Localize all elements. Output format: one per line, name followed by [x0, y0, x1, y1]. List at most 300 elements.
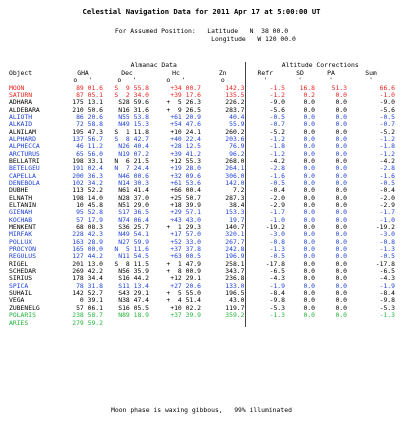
object-name-cell: ALPHARD: [9, 134, 36, 143]
hc-cell: +40 22.4: [170, 134, 201, 143]
sum-cell: -0.8: [379, 237, 395, 246]
hc-cell: +54 47.6: [170, 120, 201, 129]
refr-cell: -9.8: [245, 297, 285, 304]
object-name-cell: GIENAH: [9, 208, 33, 217]
gha-cell: 195 47.3: [72, 127, 103, 136]
refr-cell: -0.8: [245, 239, 285, 246]
degree-symbol: o: [220, 76, 225, 84]
hc-cell: +61 20.9: [170, 112, 201, 121]
hc-cell: + 9 26.5: [166, 105, 201, 114]
object-name-cell: MOON: [9, 83, 25, 92]
zn-cell: 40.4: [229, 112, 245, 121]
object-name-cell: ALKAID: [9, 120, 33, 129]
zn-cell: 135.5: [225, 90, 245, 99]
hc-cell: +37 39.9: [170, 311, 201, 320]
zn-cell: 43.0: [229, 296, 245, 305]
navigation-table: [9, 62, 395, 327]
pa-cell: 0.0: [335, 134, 347, 143]
refr-cell: -19.2: [245, 224, 285, 231]
hc-cell: + 5 55.0: [166, 289, 201, 298]
object-name-cell: POLLUX: [9, 237, 33, 246]
dec-cell: S 8 11.5: [114, 259, 149, 268]
object-name-cell: MIRFAK: [9, 230, 33, 239]
hc-cell: +39 41.2: [170, 149, 201, 158]
dec-cell: N49 15.3: [118, 120, 149, 129]
zn-cell: 242.8: [225, 245, 245, 254]
refr-cell: -17.8: [245, 261, 285, 268]
gha-cell: 87 05.1: [76, 90, 103, 99]
object-name-cell: REGULUS: [9, 252, 36, 261]
hc-cell: +34 00.7: [170, 83, 201, 92]
gha-cell: 65 56.0: [76, 149, 103, 158]
pa-cell: 0.0: [335, 149, 347, 158]
pa-column-header: PA: [327, 68, 335, 77]
sd-cell: 0.0: [303, 156, 315, 165]
sum-cell: -0.5: [379, 252, 395, 261]
dec-cell: [103, 320, 151, 327]
object-name-cell: ALIOTH: [9, 112, 33, 121]
sd-column-header: SD: [296, 68, 304, 77]
pa-cell: 0.0: [335, 105, 347, 114]
dec-cell: N16 31.6: [118, 105, 149, 114]
hc-cell: + 5 26.3: [166, 98, 201, 107]
pa-cell: 0.0: [335, 193, 347, 202]
dec-cell: N 5 11.6: [114, 245, 149, 254]
gha-cell: 78 31.8: [76, 281, 103, 290]
dec-cell: S 2 34.0: [114, 90, 149, 99]
refr-cell: -0.5: [245, 180, 285, 187]
refr-cell: -2.9: [245, 202, 285, 209]
zn-cell: 226.2: [225, 98, 245, 107]
object-name-cell: ELNATH: [9, 193, 33, 202]
refr-cell: -2.0: [245, 195, 285, 202]
sum-cell: -4.2: [379, 156, 395, 165]
pa-cell: 0.0: [335, 142, 347, 151]
minute-symbol: ': [132, 76, 137, 84]
sum-cell: [347, 320, 395, 327]
hc-cell: + 4 51.4: [166, 296, 201, 305]
hc-cell: + 1 47.9: [166, 259, 201, 268]
hc-cell: +27 20.6: [170, 281, 201, 290]
zn-cell: [201, 320, 245, 327]
sum-cell: -0.7: [379, 120, 395, 129]
zn-cell: 268.0: [225, 156, 245, 165]
pa-cell: 0.0: [335, 245, 347, 254]
object-name-cell: ARIES: [9, 318, 29, 327]
refr-cell: -2.8: [245, 165, 285, 172]
sum-cell: -19.2: [375, 223, 395, 232]
pa-cell: 0.0: [335, 303, 347, 312]
zn-cell: 55.9: [229, 120, 245, 129]
hc-cell: +39 17.6: [170, 90, 201, 99]
object-name-cell: SCHEDAR: [9, 267, 36, 276]
gha-cell: 102 34.2: [72, 178, 103, 187]
zn-cell: 306.0: [225, 171, 245, 180]
gha-cell: 165 00.0: [72, 245, 103, 254]
object-name-cell: ARCTURUS: [9, 149, 40, 158]
refr-cell: -0.5: [245, 114, 285, 121]
sd-cell: 0.0: [303, 296, 315, 305]
altitude-corrections-header: Altitude Corrections: [245, 62, 395, 70]
sum-cell: -9.0: [379, 98, 395, 107]
sd-cell: 0.0: [303, 245, 315, 254]
gha-cell: 210 50.6: [72, 105, 103, 114]
sd-cell: 0.0: [303, 112, 315, 121]
zn-cell: 203.6: [225, 134, 245, 143]
sum-cell: -1.2: [379, 134, 395, 143]
sd-cell: 0.0: [303, 303, 315, 312]
sd-cell: 0.2: [303, 90, 315, 99]
refr-cell: -1.6: [245, 173, 285, 180]
dec-cell: N51 29.0: [118, 201, 149, 209]
zn-cell: 133.0: [225, 281, 245, 290]
sd-cell: 0.0: [303, 193, 315, 202]
sd-cell: 0.0: [303, 311, 315, 320]
sum-cell: -17.8: [375, 259, 395, 268]
refr-cell: -1.0: [245, 217, 285, 224]
hc-cell: +18 39.9: [170, 201, 201, 209]
zn-cell: 153.3: [225, 208, 245, 217]
hc-cell: +25 50.7: [170, 193, 201, 202]
sd-cell: 16.8: [299, 83, 315, 92]
zn-cell: 119.7: [225, 303, 245, 312]
refr-cell: -9.0: [245, 99, 285, 106]
refr-cell: -5.3: [245, 305, 285, 312]
sum-cell: -2.8: [379, 164, 395, 173]
sd-cell: 0.0: [303, 237, 315, 246]
zn-cell: 7.2: [232, 186, 245, 195]
sum-cell: -2.9: [379, 201, 395, 209]
sd-cell: 0.0: [303, 134, 315, 143]
dec-cell: S17 36.5: [118, 208, 149, 217]
zn-cell: 283.7: [225, 105, 245, 114]
sd-cell: 0.0: [303, 105, 315, 114]
dec-cell: S 9 55.8: [114, 83, 149, 92]
dec-cell: S36 25.7: [118, 223, 149, 232]
pa-cell: 0.0: [335, 127, 347, 136]
dec-column-header: Dec: [121, 68, 133, 77]
pa-cell: 0.0: [335, 296, 347, 305]
pa-cell: [315, 320, 347, 327]
pa-cell: 0.0: [335, 259, 347, 268]
sd-cell: 0.0: [303, 98, 315, 107]
zn-column-header: Zn: [218, 68, 227, 77]
object-name-cell: BELLATRI: [9, 156, 40, 165]
gha-cell: 86 20.6: [76, 112, 103, 121]
object-name-cell: CAPELLA: [9, 171, 36, 180]
pa-cell: 0.0: [335, 274, 347, 283]
hc-cell: +12 55.3: [170, 156, 201, 165]
sum-column-header: Sum: [365, 68, 377, 77]
sd-cell: 0.0: [303, 127, 315, 136]
pa-cell: 0.0: [335, 230, 347, 239]
pa-cell: 51.3: [331, 83, 347, 92]
dec-cell: S28 59.6: [118, 98, 149, 107]
minute-symbol: ': [329, 76, 333, 84]
object-name-cell: DUBHE: [9, 186, 29, 195]
hc-cell: +63 00.5: [170, 252, 201, 261]
sd-cell: 0.0: [303, 186, 315, 195]
refr-cell: -4.2: [245, 158, 285, 165]
dec-cell: S16 44.2: [118, 274, 149, 283]
gha-cell: 228 42.3: [72, 230, 103, 239]
pa-cell: 0.0: [335, 90, 347, 99]
sd-cell: 0.0: [303, 208, 315, 217]
sum-cell: -1.0: [379, 90, 395, 99]
hc-cell: +43 43.0: [170, 215, 201, 224]
zn-cell: 236.8: [225, 274, 245, 283]
zn-cell: 142.3: [225, 83, 245, 92]
zn-cell: 320.1: [225, 230, 245, 239]
zn-cell: 260.2: [225, 127, 245, 136]
object-name-cell: DENEBOLA: [9, 178, 40, 187]
refr-cell: -1.2: [245, 136, 285, 143]
navigation-data-frame: [1, 1, 402, 437]
zn-cell: 343.7: [225, 267, 245, 276]
assumed-position-longitude: [1, 36, 402, 43]
pa-cell: 0.0: [335, 208, 347, 217]
sd-cell: 0.0: [303, 289, 315, 298]
gha-cell: 201 13.0: [72, 259, 103, 268]
zn-cell: 76.9: [229, 142, 245, 151]
gha-column-header: GHA: [77, 68, 89, 77]
zn-cell: 142.0: [225, 178, 245, 187]
pa-cell: 0.0: [335, 171, 347, 180]
pa-cell: 0.0: [335, 156, 347, 165]
hc-cell: +10 02.2: [170, 303, 201, 312]
minute-symbol: ': [263, 76, 268, 84]
pa-cell: 0.0: [335, 112, 347, 121]
object-name-cell: PROCYON: [9, 245, 36, 254]
sum-cell: -1.3: [379, 311, 395, 320]
gha-cell: 89 01.6: [76, 83, 103, 92]
assumed-position-label: For Assumed Position:: [114, 27, 196, 35]
sum-cell: -1.7: [379, 208, 395, 217]
sum-cell: -0.4: [379, 186, 395, 195]
refr-cell: -5.2: [245, 129, 285, 136]
hc-cell: +37 37.8: [170, 245, 201, 254]
sum-cell: -1.8: [379, 142, 395, 151]
gha-cell: 142 52.7: [72, 289, 103, 298]
degree-symbol: o: [166, 76, 171, 84]
gha-cell: 269 42.2: [72, 267, 103, 276]
gha-cell: 68 08.3: [76, 223, 103, 232]
dec-cell: N11 54.5: [118, 252, 149, 261]
sum-cell: -4.3: [379, 274, 395, 283]
pa-cell: 0.0: [335, 252, 347, 261]
object-name-cell: VEGA: [9, 296, 25, 305]
hc-column-header: Hc: [172, 68, 180, 77]
longitude-value: W 120 00.0: [257, 35, 296, 43]
sum-cell: -1.2: [379, 149, 395, 158]
hc-cell: +52 33.0: [170, 237, 201, 246]
dec-cell: S43 29.1: [118, 289, 149, 298]
hc-cell: + 8 00.9: [166, 267, 201, 276]
pa-cell: 0.0: [335, 289, 347, 298]
table-row: [9, 312, 395, 319]
refr-cell: -5.6: [245, 107, 285, 114]
object-name-cell: SPICA: [9, 281, 29, 290]
hc-cell: +12 29.1: [170, 274, 201, 283]
object-name-cell: SUHAIL: [9, 289, 33, 298]
pa-cell: 0.0: [335, 267, 347, 276]
zn-cell: 19.7: [229, 215, 245, 224]
sd-cell: 0.0: [303, 223, 315, 232]
object-name-cell: KOCHAB: [9, 215, 33, 224]
sum-cell: 66.6: [379, 83, 395, 92]
sd-cell: 0.0: [303, 230, 315, 239]
sd-cell: [285, 320, 315, 327]
object-name-cell: SATURN: [9, 90, 33, 99]
pa-cell: 0.0: [335, 98, 347, 107]
gha-cell: 175 13.1: [72, 98, 103, 107]
sd-cell: 0.0: [303, 201, 315, 209]
refr-cell: -1.3: [245, 312, 285, 319]
sd-cell: 0.0: [303, 267, 315, 276]
gha-cell: 0 39.1: [79, 296, 103, 305]
dec-cell: N49 54.1: [118, 230, 149, 239]
minute-symbol: ': [88, 76, 93, 84]
dec-cell: N19 07.2: [118, 149, 149, 158]
hc-cell: +66 00.4: [170, 186, 201, 195]
column-header-row: [9, 70, 395, 78]
gha-cell: 198 33.1: [72, 156, 103, 165]
sum-cell: -0.5: [379, 178, 395, 187]
pa-cell: 0.0: [335, 178, 347, 187]
sd-cell: 0.0: [303, 164, 315, 173]
refr-cell: -3.0: [245, 231, 285, 238]
sd-cell: 0.0: [303, 281, 315, 290]
assumed-position-latitude: [1, 28, 402, 35]
refr-cell: -0.7: [245, 121, 285, 128]
hc-cell: + 1 29.3: [166, 223, 201, 232]
object-name-cell: ALNILAM: [9, 127, 36, 136]
dec-cell: N55 53.8: [118, 112, 149, 121]
pa-cell: 0.0: [335, 237, 347, 246]
gha-cell: 137 56.7: [72, 134, 103, 143]
object-name-cell: ALDEBARA: [9, 105, 40, 114]
pa-cell: 0.0: [335, 215, 347, 224]
sd-cell: 0.0: [303, 259, 315, 268]
gha-cell: 279 59.2: [72, 318, 103, 327]
hc-cell: +17 57.0: [170, 230, 201, 239]
sum-cell: -9.8: [379, 296, 395, 305]
sd-cell: 0.0: [303, 178, 315, 187]
refr-cell: [245, 320, 285, 327]
dec-cell: S 1 11.8: [114, 127, 149, 136]
object-name-cell: POLARIS: [9, 311, 36, 320]
gha-cell: 178 34.4: [72, 274, 103, 283]
gha-cell: 10 45.8: [76, 201, 103, 209]
pa-cell: 0.0: [335, 281, 347, 290]
refr-cell: -0.4: [245, 187, 285, 194]
dec-cell: N74 06.4: [118, 215, 149, 224]
sd-cell: 0.0: [303, 171, 315, 180]
zn-cell: 267.7: [225, 237, 245, 246]
zn-cell: 196.9: [225, 252, 245, 261]
dec-cell: N61 41.4: [118, 186, 149, 195]
sd-cell: 0.0: [303, 252, 315, 261]
almanac-data-header: Almanac Data: [130, 61, 177, 69]
zn-cell: 140.7: [225, 223, 245, 232]
dec-cell: N14 30.3: [118, 178, 149, 187]
hc-cell: +32 09.6: [170, 171, 201, 180]
sum-cell: -2.0: [379, 193, 395, 202]
dec-cell: N56 35.9: [118, 267, 149, 276]
minute-symbol: ': [369, 76, 373, 84]
sum-cell: -5.2: [379, 127, 395, 136]
group-header-row: [9, 62, 395, 70]
hc-cell: [151, 320, 201, 327]
pa-cell: 0.0: [335, 164, 347, 173]
degree-symbol: o: [73, 76, 78, 84]
gha-cell: 57 17.9: [76, 215, 103, 224]
moon-phase-footer: Moon phase is waxing gibbous, 99% illuminated: [111, 406, 292, 414]
refr-cell: -6.5: [245, 268, 285, 275]
zn-cell: 96.2: [229, 149, 245, 158]
object-column-header: Object: [9, 68, 33, 77]
sum-cell: -5.6: [379, 105, 395, 114]
hc-cell: +19 28.0: [170, 164, 201, 173]
hc-cell: +10 24.1: [170, 127, 201, 136]
table-row: [9, 320, 395, 327]
dec-cell: S16 05.5: [118, 303, 149, 312]
sum-cell: -1.0: [379, 215, 395, 224]
latitude-label: Latitude: [207, 27, 239, 35]
sd-cell: 0.0: [303, 215, 315, 224]
refr-cell: -1.5: [245, 85, 285, 92]
dec-cell: S11 13.4: [118, 281, 149, 290]
object-name-cell: BETELGEU: [9, 164, 40, 173]
refr-cell: -0.5: [245, 253, 285, 260]
latitude-value: N 38 00.0: [249, 27, 289, 35]
dec-cell: N26 40.4: [118, 142, 149, 151]
pa-cell: 0.0: [335, 223, 347, 232]
pa-cell: 0.0: [335, 201, 347, 209]
gha-cell: 72 58.8: [76, 120, 103, 129]
object-name-cell: MENKENT: [9, 223, 36, 232]
hc-cell: +61 53.6: [170, 178, 201, 187]
hc-cell: +29 57.1: [170, 208, 201, 217]
sum-cell: -1.9: [379, 281, 395, 290]
sd-cell: 0.0: [303, 149, 315, 158]
dec-cell: N28 37.0: [118, 193, 149, 202]
zn-cell: 287.3: [225, 193, 245, 202]
pa-cell: 0.0: [335, 186, 347, 195]
zn-cell: 196.5: [225, 289, 245, 298]
dec-cell: N38 47.4: [118, 296, 149, 305]
refr-cell: -1.8: [245, 143, 285, 150]
gha-cell: 95 52.8: [76, 208, 103, 217]
zn-cell: 38.4: [229, 201, 245, 209]
page-title: Celestial Navigation Data for 2011 Apr 17 at 5:00:00 UT: [82, 7, 321, 16]
gha-cell: 127 44.2: [72, 252, 103, 261]
zn-cell: 359.2: [225, 311, 245, 320]
refr-cell: -8.4: [245, 290, 285, 297]
pa-cell: 0.0: [335, 120, 347, 129]
gha-cell: 198 14.0: [72, 193, 103, 202]
gha-cell: 200 36.3: [72, 171, 103, 180]
refr-cell: -1.3: [245, 246, 285, 253]
dec-cell: N46 00.6: [118, 171, 149, 180]
degree-symbol: o: [117, 76, 122, 84]
refr-cell: -1.2: [245, 151, 285, 158]
object-name-cell: RIGEL: [9, 259, 29, 268]
refr-cell: -4.3: [245, 275, 285, 282]
object-name-cell: ADHARA: [9, 98, 33, 107]
dec-cell: N 7 24.4: [114, 164, 149, 173]
sd-cell: 0.0: [303, 274, 315, 283]
